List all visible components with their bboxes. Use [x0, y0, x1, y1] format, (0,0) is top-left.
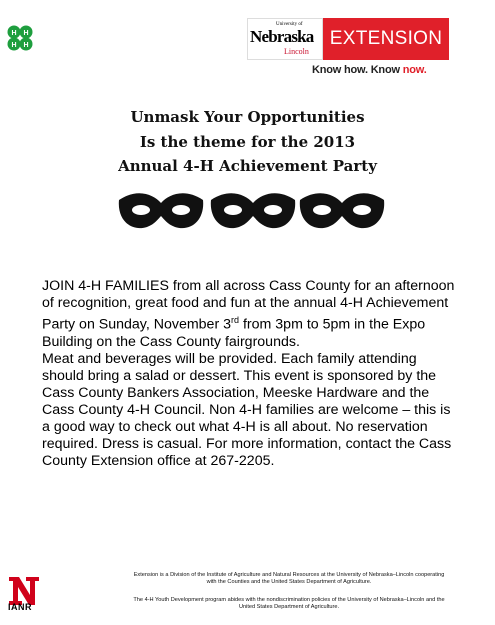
paragraph-2: Meat and beverages will be provided. Each family attending should bring a salad or dessert. This event is sponsored by the Cass County Bankers Association, Meeske Hardware and the Cass County 4-H Council. Non 4-H families are welcome – this is a good way to check out what 4-H is all about. No reservation required. Dress is casual. For more information, contact the Cass County Extension office at 267-2205.: [42, 350, 452, 469]
nebraska-text: Nebraska: [250, 27, 314, 46]
date-number: 3: [223, 316, 232, 333]
tagline-now: now.: [402, 64, 427, 76]
tagline-prefix: Know how. Know: [312, 64, 403, 76]
headline-line-3: Annual 4-H Achievement Party: [118, 157, 377, 175]
mask-icon: [209, 186, 297, 232]
headline-line-2: Is the theme for the 2013: [139, 133, 356, 151]
svg-text:H: H: [23, 42, 29, 49]
svg-text:H: H: [11, 42, 17, 49]
mask-icon: [298, 186, 386, 232]
headline-line-1: Unmask Your Opportunities: [130, 108, 365, 126]
extension-text: EXTENSION: [323, 18, 449, 60]
event-description: [42, 278, 458, 470]
lead-text: JOIN 4-H FAMILIES: [42, 278, 169, 294]
paragraph-1: [42, 278, 458, 351]
paragraph-1-tail: from 3pm to 5pm in the Expo Building on the Cass County fairgrounds.: [42, 316, 426, 350]
footer-line-2: The 4-H Youth Development program abides with the nondiscrimination policies of the University of Nebraska–Lincoln and the United States Department of Agriculture.: [133, 597, 445, 610]
lincoln-text: Lincoln: [284, 47, 309, 56]
4-h-clover-icon: [4, 22, 36, 54]
svg-text:H: H: [11, 30, 17, 37]
mask-icon: [117, 186, 205, 232]
paragraph-1-text: from all across Cass County for an afternoon of recognition, great food and fun at the annual 4-H Achievement Party on Sunday, November: [42, 278, 455, 333]
date-suffix: rd: [231, 315, 240, 325]
svg-text:H: H: [23, 30, 29, 37]
university-of-text: University of: [276, 22, 303, 27]
footer-line-1: Extension is a Division of the Institute of Agriculture and Natural Resources at the University of Nebraska–Lincoln cooperating with the Counties and the United States Department of Agriculture.: [133, 572, 445, 585]
nebraska-extension-logo: [247, 18, 449, 60]
nebraska-wordmark: [247, 18, 323, 60]
ianr-text: IANR: [8, 602, 32, 612]
tagline: [312, 64, 427, 76]
